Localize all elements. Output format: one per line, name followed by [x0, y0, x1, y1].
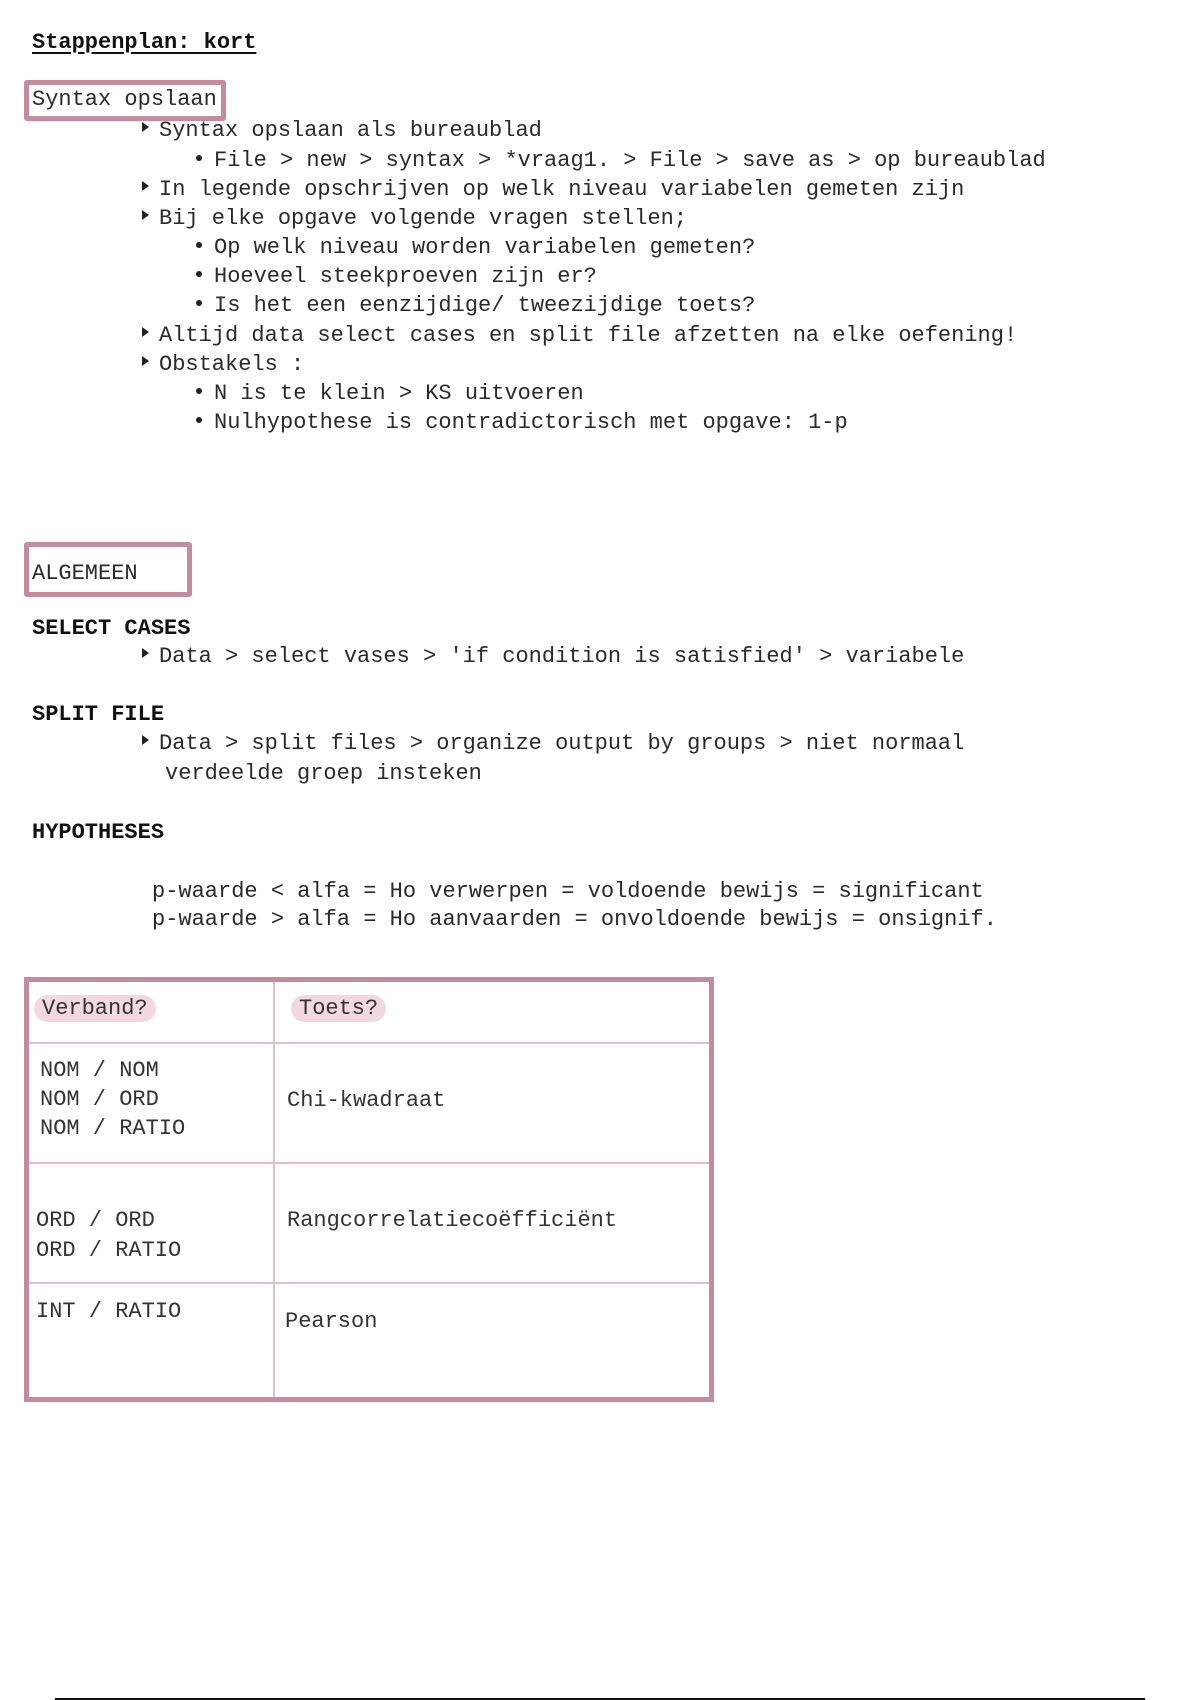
dot-bullet-icon — [196, 417, 202, 423]
list-item: Altijd data select cases en split file afzetten na elke oefening! — [142, 323, 1017, 349]
dot-bullet-icon — [196, 388, 202, 394]
list-item: Data > select vases > 'if condition is satisfied' > variabele — [142, 644, 964, 670]
table-cell-verband: NOM / ORD — [40, 1087, 159, 1112]
list-item: Data > split files > organize output by groups > niet normaal — [142, 731, 964, 757]
table-header-verband: Verband? — [34, 994, 156, 1023]
dot-bullet-icon — [196, 271, 202, 277]
row-divider — [29, 1162, 709, 1164]
triangle-bullet-icon — [142, 327, 149, 337]
table-header-toets: Toets? — [291, 994, 386, 1023]
list-item: In legende opschrijven op welk niveau variabelen gemeten zijn — [142, 177, 964, 203]
hypothesis-line: p-waarde < alfa = Ho verwerpen = voldoende bewijs = significant — [152, 879, 984, 904]
sub-list-item: Is het een eenzijdige/ tweezijdige toets? — [196, 293, 755, 319]
dot-bullet-icon — [196, 300, 202, 306]
column-divider — [273, 982, 275, 1397]
syntax-section-label: Syntax opslaan — [24, 80, 226, 121]
list-item: Syntax opslaan als bureaublad — [142, 118, 542, 144]
hypotheses-heading: HYPOTHESES — [32, 820, 165, 845]
test-selection-table — [24, 977, 714, 1402]
triangle-bullet-icon — [142, 122, 149, 132]
table-cell-verband: NOM / NOM — [40, 1058, 159, 1083]
table-cell-verband: ORD / ORD — [36, 1208, 155, 1233]
table-cell-toets: Rangcorrelatiecoëfficiënt — [287, 1208, 618, 1233]
sub-list-item: Op welk niveau worden variabelen gemeten? — [196, 235, 755, 261]
table-cell-toets: Pearson — [285, 1309, 378, 1334]
hypothesis-line: p-waarde > alfa = Ho aanvaarden = onvoldoende bewijs = onsignif. — [152, 907, 997, 932]
triangle-bullet-icon — [142, 648, 149, 658]
split-file-heading: SPLIT FILE — [32, 702, 165, 727]
dot-bullet-icon — [196, 242, 202, 248]
row-divider — [29, 1042, 709, 1044]
sub-list-item: File > new > syntax > *vraag1. > File > save as > op bureaublad — [196, 148, 1046, 174]
sub-list-item: Hoeveel steekproeven zijn er? — [196, 264, 597, 290]
table-cell-verband: NOM / RATIO — [40, 1116, 186, 1141]
sub-list-item: Nulhypothese is contradictorisch met opgave: 1-p — [196, 410, 848, 436]
list-item-continuation: verdeelde groep insteken — [165, 761, 482, 786]
dot-bullet-icon — [196, 155, 202, 161]
triangle-bullet-icon — [142, 210, 149, 220]
triangle-bullet-icon — [142, 181, 149, 191]
table-cell-verband: ORD / RATIO — [36, 1238, 182, 1263]
algemeen-section-label: ALGEMEEN — [24, 542, 192, 597]
table-cell-toets: Chi-kwadraat — [287, 1088, 446, 1113]
triangle-bullet-icon — [142, 735, 149, 745]
list-item: Obstakels : — [142, 352, 304, 378]
table-cell-verband: INT / RATIO — [36, 1299, 182, 1324]
triangle-bullet-icon — [142, 356, 149, 366]
list-item: Bij elke opgave volgende vragen stellen; — [142, 206, 687, 232]
select-cases-heading: SELECT CASES — [32, 616, 191, 641]
sub-list-item: N is te klein > KS uitvoeren — [196, 381, 584, 407]
row-divider — [29, 1282, 709, 1284]
page-title: Stappenplan: kort — [32, 30, 257, 55]
